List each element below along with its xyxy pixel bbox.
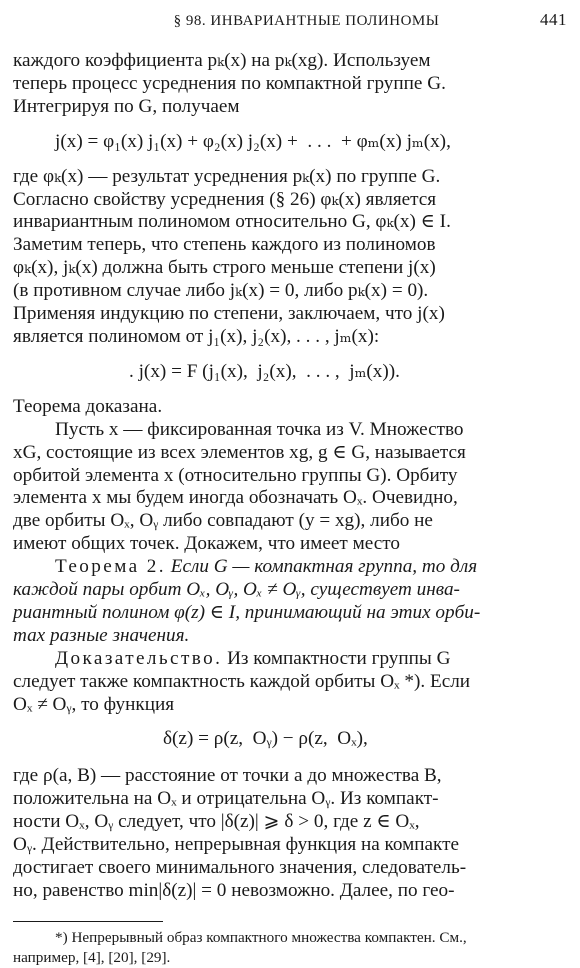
paragraph-5: где ρ(a, B) — расстояние от точки a до множества B, положительна на Oₓ и отрицательна Oᵧ. Из компакт- ности Oₓ, Oᵧ следует, что |δ(z)| ⩾ δ > 0, где z ∈ Oₓ, Oᵧ. Действительно, непрерывная функция на компакте достигает своего минимального значения, следователь- но, равенство min|δ(z)| = 0 невозможно. Далее, по гео- xyxy=(13,765,467,901)
theorem-2 xyxy=(13,556,567,648)
footnote-divider xyxy=(13,921,163,922)
paragraph-theorem-proved: Теорема доказана. xyxy=(13,395,163,417)
proof-label: Доказательство. xyxy=(55,647,223,669)
paragraph-orbits: Пусть x — фиксированная точка из V. Множество xG, состоящие из всех элементов xg, g ∈ G, называется орбитой элемента x (относительно группы G). Орбиту элемента x мы будем иногда обозначать Oₓ. Очевидно, две орбиты Oₓ, Oᵧ либо совпадают (y = xg), либо не имеют общих точек. Докажем, что имеет место xyxy=(13,418,466,555)
footnote: *) Непрерывный образ компактного множества компактен. См., например, [4], [20], [29]. xyxy=(13,928,467,966)
theorem-statement: Если G — компактная группа, то для каждой пары орбит Oₓ, Oᵧ, Oₓ ≠ Oᵧ, существует инва- риантный полином φ(z) ∈ I, принимающий на этих орби- тах разные значения. xyxy=(13,556,481,646)
equation-1: j(x) = φ₁(x) j₁(x) + φ₂(x) j₂(x) + . . . + φₘ(x) jₘ(x), xyxy=(55,130,451,152)
running-header xyxy=(13,10,567,36)
section-title: § 98. ИНВАРИАНТНЫЕ ПОЛИНОМЫ xyxy=(173,13,440,29)
proof xyxy=(13,648,567,717)
paragraph-2: где φₖ(x) — результат усреднения pₖ(x) по группе G. Согласно свойству усреднения (§ 26) φₖ(x) является инвариантным полиномом относительно G, φₖ(x) ∈ I. Заметим теперь, что степень каждого из полиномов φₖ(x), jₖ(x) должна быть строго меньше степени j(x) (в противном случае либо jₖ(x) = 0, либо pₖ(x) = 0). Применяя индукцию по степени, заключаем, что j(x) является полиномом от j₁(x), j₂(x), . . . , jₘ(x): xyxy=(13,165,451,347)
page-number: 441 xyxy=(540,10,567,29)
equation-3: δ(z) = ρ(z, Oᵧ) − ρ(z, Oₓ), xyxy=(163,728,368,750)
equation-2: . j(x) = F (j₁(x), j₂(x), . . . , jₘ(x)). xyxy=(129,360,400,382)
proof-text: Из компактности группы G следует также компактность каждой орбиты Oₓ *). Если Oₓ ≠ Oᵧ, то функция xyxy=(13,647,471,715)
theorem-label: Теорема 2. xyxy=(55,556,166,578)
paragraph-1: каждого коэффициента pₖ(x) на pₖ(xg). Используем теперь процесс усреднения по компактной группе G. Интегрируя по G, получаем xyxy=(13,50,446,117)
